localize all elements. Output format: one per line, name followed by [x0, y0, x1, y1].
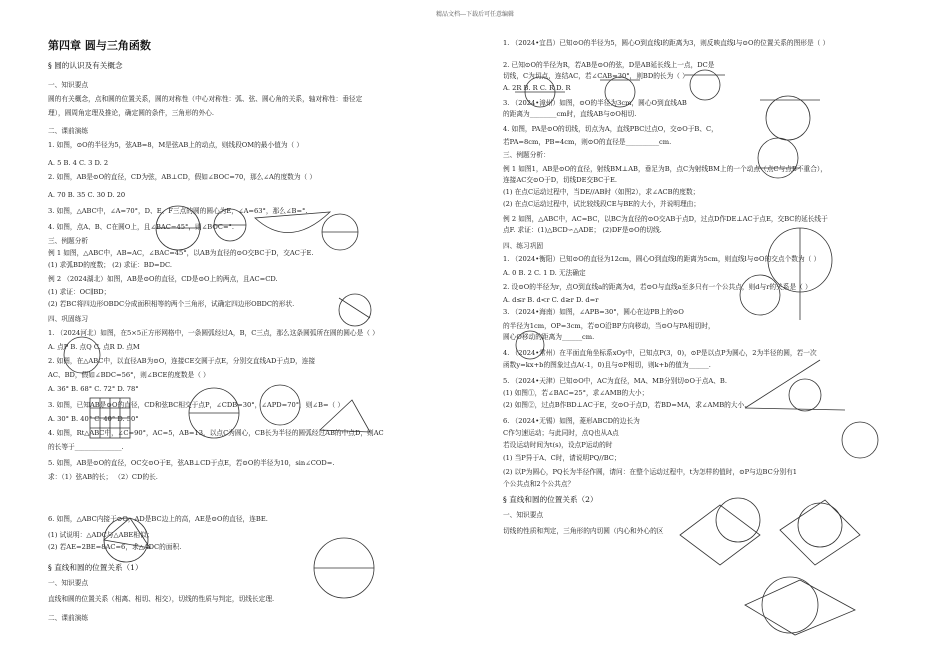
- right-line: 切线的性质和判定，三角形的内切圆（内心和外心的区: [503, 527, 664, 535]
- left-line: 二、课前演练: [48, 127, 89, 135]
- left-line: (2) 若BC将四边形OBDC分成面积相等的两个三角形，试确定四边形OBDC的形状.: [48, 300, 295, 308]
- left-line: 3. 如图，△ABC中，∠A=70°，D、E、F三点的圆的圆心为E，∠A=63°，那么∠B=°.: [48, 207, 308, 215]
- right-line: § 直线和圆的位置关系（2）: [503, 495, 598, 504]
- right-line: 若设运动时间为t(s)，设点P运动的时: [503, 441, 613, 449]
- left-line: A. 5 B. 4 C. 3 D. 2: [48, 159, 109, 167]
- right-line: 三、例题分析：: [503, 151, 550, 159]
- left-line: 1. 如图，⊙O的半径为5，弦AB=8，M是弦AB上的动点，则线段OM的最小值为（ ）: [48, 141, 304, 149]
- left-line: A. 36° B. 68° C. 72° D. 78°: [48, 385, 139, 393]
- right-line: A. d≤r B. d<r C. d≥r D. d=r: [503, 296, 599, 304]
- right-line: 4. （2024•常州）在平面直角坐标系xOy中，已知点P(3，0)，⊙P是以点P为圆心，2为半径的圆，若一次: [503, 349, 817, 357]
- left-line: 第四章 圆与三角函数: [48, 39, 151, 52]
- right-line: 四、练习巩固: [503, 242, 544, 250]
- left-line: 四、巩固练习: [48, 315, 89, 323]
- left-line: § 直线和圆的位置关系（1）: [48, 563, 143, 572]
- left-line: (1) 试说明：△ADC与△ABE相似；: [48, 531, 154, 539]
- right-line: 3. （2024•漳州）如图，⊙O的半径为3cm，圆心O到直线AB: [503, 99, 687, 107]
- left-line: 三、例题分析: [48, 237, 89, 245]
- left-line: 理），圆周角定理及推论，确定圆的条件，三角形的外心.: [48, 109, 214, 117]
- left-line: 2. 如图，AB是⊙O的直径，CD为弦，AB⊥CD，假如∠BOC=70，那么∠A的度数为（ ）: [48, 173, 317, 181]
- right-line: 若PA=8cm，PB=4cm，则⊙O的直径是__________cm.: [503, 138, 672, 146]
- right-line: (2) 如图②，过点B作BD⊥AC于E，交⊙O于点D，若BD=MA，求∠AMB的大小.: [503, 401, 747, 409]
- left-line: 一、知识要点: [48, 81, 89, 89]
- right-line: 1. （2024•衡阳）已知⊙O的直径为12cm，圆心O到直线l的距离为5cm，则直线l与⊙O的交点个数为（ ）: [503, 255, 821, 263]
- right-line: 6. （2024•无锡）如图，菱形ABCD的边长为: [503, 417, 640, 425]
- left-line: A. 点P B. 点Q C. 点R D. 点M: [48, 343, 140, 351]
- left-line: 例 1 如图，△ABC中，AB=AC，∠BAC=45°，以AB为直径的⊙O交BC于D，交AC于E.: [48, 249, 314, 257]
- left-line: AC、BD，假如∠BDC=56°，则∠BCE的度数是（ ）: [48, 371, 210, 379]
- right-line: (2) 以P为圆心，PQ长为半径作圆，请问：在整个运动过程中，t为怎样的值时，⊙P与边BC分别有1: [503, 468, 798, 476]
- right-line: (1) 如图①，若∠BAC=25°，求∠AMB的大小；: [503, 389, 649, 397]
- right-line: (1) 在点C运动过程中，当DE//AB时（如图2），求∠ACB的度数；: [503, 188, 700, 196]
- right-line: C作匀速运动；与此同时，点Q也从A点: [503, 429, 619, 437]
- right-line: 圆心O移动的距离为______cm.: [503, 333, 595, 341]
- right-line: 3. （2024•海南）如图，∠APB=30°，圆心在边PB上的⊙O: [503, 308, 684, 316]
- left-line: 5. 如图，AB是⊙O的直径，OC交⊙O于E，弦AB⊥CD于点E，若⊙O的半径为10，sin∠COD=.: [48, 459, 335, 467]
- left-line: (1) 求证：OC∥BD；: [48, 288, 111, 296]
- left-line: 直线和圆的位置关系（相离、相切、相交），切线的性质与判定，切线长定理.: [48, 595, 275, 603]
- left-line: 1. （2024河北）如图，在5×5正方形网格中，一条圆弧经过A，B，C三点，那么这条圆弧所在圆的圆心是（ ）: [48, 329, 379, 337]
- right-line: 5. （2024•天津）已知⊙O中，AC为直径，MA、MB分别切⊙O于点A、B.: [503, 377, 727, 385]
- right-line: A. 0 B. 2 C. 1 D. 无法确定: [503, 269, 586, 277]
- right-line: 2. 设⊙O的半径为r，点O到直线a的距离为d，若⊙O与直线a至多只有一个公共点，则d与r的关系是（ ）: [503, 283, 812, 291]
- right-line: (2) 在点C运动过程中，试比较线段CE与BE的大小，并说明理由；: [503, 200, 701, 208]
- left-line: § 圆的认识及有关概念: [48, 61, 123, 70]
- right-line: 个公共点和2个公共点？: [503, 480, 575, 488]
- left-line: 2. 如图，在△ABC中，以直径AB为⊙O，连接CE交圆于点E，分别交直线AD于点D，连接: [48, 357, 316, 365]
- right-line: A. 2R B. R C. R D. R: [503, 84, 571, 92]
- right-line: 4. 如图，PA是⊙O的切线，切点为A，直线PBC过点O，交⊙O于B、C，: [503, 125, 718, 133]
- left-line: 圆的有关概念，点和圆的位置关系，圆的对称性（中心对称性：弧、弦、圆心角的关系，轴对称性：垂径定: [48, 95, 363, 103]
- right-line: 例 1 如图1，AB是⊙O的直径，射线BM⊥AB，垂足为B，点C为射线BM上的一个动点（点C与点B不重合），: [503, 165, 827, 173]
- left-line: 一、知识要点: [48, 579, 89, 587]
- right-line: 的距离为________cm时，直线AB与⊙O相切.: [503, 110, 637, 118]
- left-line: 4. 如图，Rt△ABC中，∠C=90°，AC=5，AB=13，以点C为圆心，CB长为半径的圆弧经过AB的中点D，则AC: [48, 429, 384, 437]
- right-line: 点F. 求证：(1)△BCD∽△ADE； (2)DF是⊙O的切线.: [503, 226, 662, 234]
- left-line: 二、课前演练: [48, 614, 89, 622]
- left-line: 例 2 （2024湖北）如图，AB是⊙O的直径，CD是⊙O上的两点，且AC=CD.: [48, 275, 278, 283]
- right-line: 连接AC交⊙O于D，切线DE交BC于E.: [503, 176, 617, 184]
- left-line: 的长等于______________.: [48, 443, 124, 451]
- left-line: (1) 求弧BD的度数； (2) 求证：BD=DC.: [48, 261, 173, 269]
- right-line: (1) 当P异于A、C时，请说明PQ//BC；: [503, 454, 621, 462]
- left-line: A. 70 B. 35 C. 30 D. 20: [48, 191, 126, 199]
- right-line: 切线，C为切点，连结AC，若∠CAB=30°，则BD的长为（ ）: [503, 72, 689, 80]
- right-line: 1. （2024•宜昌）已知⊙O的半径为5，圆心O到直线l的距离为3，则反映直线l与⊙O的位置关系的图形是（ ）: [503, 39, 830, 47]
- right-line: 的半径为1cm，OP=3cm，若⊙O沿BP方向移动，当⊙O与PA相切时，: [503, 322, 715, 330]
- left-line: (2) 若AE=2BE=8AC=6，求△ADC的面积.: [48, 543, 182, 551]
- left-line: A. 30° B. 40° C. 40° D. 50°: [48, 415, 139, 423]
- right-line: 2. 已知⊙O的半径为R，若AB是⊙O的弦，D是AB延长线上一点，DC是: [503, 61, 715, 69]
- right-line: 一、知识要点: [503, 511, 544, 519]
- left-line: 求：（1）弦AB的长； （2）CD的长.: [48, 473, 158, 481]
- left-line: 4. 如图，点A、B、C在圆O上，且∠BAC=45°，则∠BOC=°.: [48, 223, 235, 231]
- right-line: 函数y=kx+b的图象过点A(-1，0)且与⊙P相切，则k+b的值为______.: [503, 361, 711, 369]
- page-header: 精品文档---下载后可任意编辑: [435, 11, 515, 18]
- left-line: 6. 如图，△ABC内接于⊙O，AD是BC边上的高，AE是⊙O的直径，连BE.: [48, 515, 268, 523]
- right-line: 例 2 如图，△ABC中，AC=BC，以BC为直径的⊙O交AB于点D，过点D作DE⊥AC于点E，交BC的延长线于: [503, 215, 828, 223]
- left-line: 3. 如图，已知AB是⊙O的直径，CD和弦BC相交于点P，∠CDB=30°，∠APD=70°，则∠B=（ ）: [48, 401, 345, 409]
